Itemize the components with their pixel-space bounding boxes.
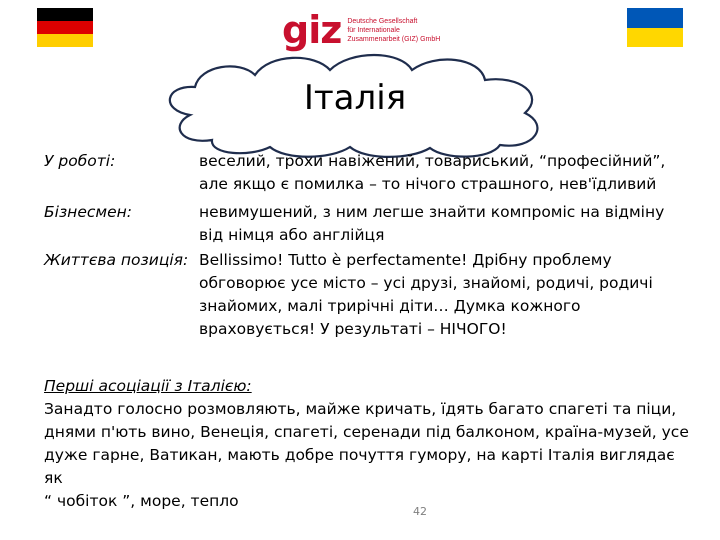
logo-mark: giz [282,8,342,52]
associations-line: дуже гарне, Ватикан, мають добре почуття гумору, на карті Італія виглядає як [44,446,675,487]
profile-label: У роботі: [44,152,116,170]
associations-line: Занадто голосно розмовляють, майже кричать, їдять багато спагеті та піци, [44,400,677,418]
page-number: 42 [413,505,427,518]
profile-label: Бізнесмен: [44,203,132,221]
associations-title: Перші асоціації з Італією: [44,377,252,395]
profile-label: Життєва позиція: [44,251,189,269]
profile-value: веселий, трохи навіжений, товариський, “професійний”, але якщо є помилка – то нічого страшного, нев'їдливий [199,152,666,193]
germany-flag-icon [37,8,93,47]
ukraine-flag-icon [627,8,683,47]
profile-value: Bellissimo! Tutto è perfectamente! Дрібну проблему обговорює усе місто – усі друзі, знайомі, родичі, родичі знайомих, малі трирічні діти… Думка кожного враховується! У результаті – НІЧОГО! [199,251,653,338]
associations-line: днями п'ють вино, Венеція, спагеті, серенади під балконом, країна-музей, усе [44,423,689,441]
associations-line: “ чобіток ”, море, тепло [44,492,239,510]
profile-value: невимушений, з ним легше знайти компроміс на відміну від німця або англійця [199,203,665,244]
logo-text: Deutsche Gesellschaft für Internationale Zusammenarbeit (GIZ) GmbH [347,17,441,43]
associations-section [44,375,694,513]
page-title: Італія [303,78,407,118]
giz-logo [282,10,440,50]
